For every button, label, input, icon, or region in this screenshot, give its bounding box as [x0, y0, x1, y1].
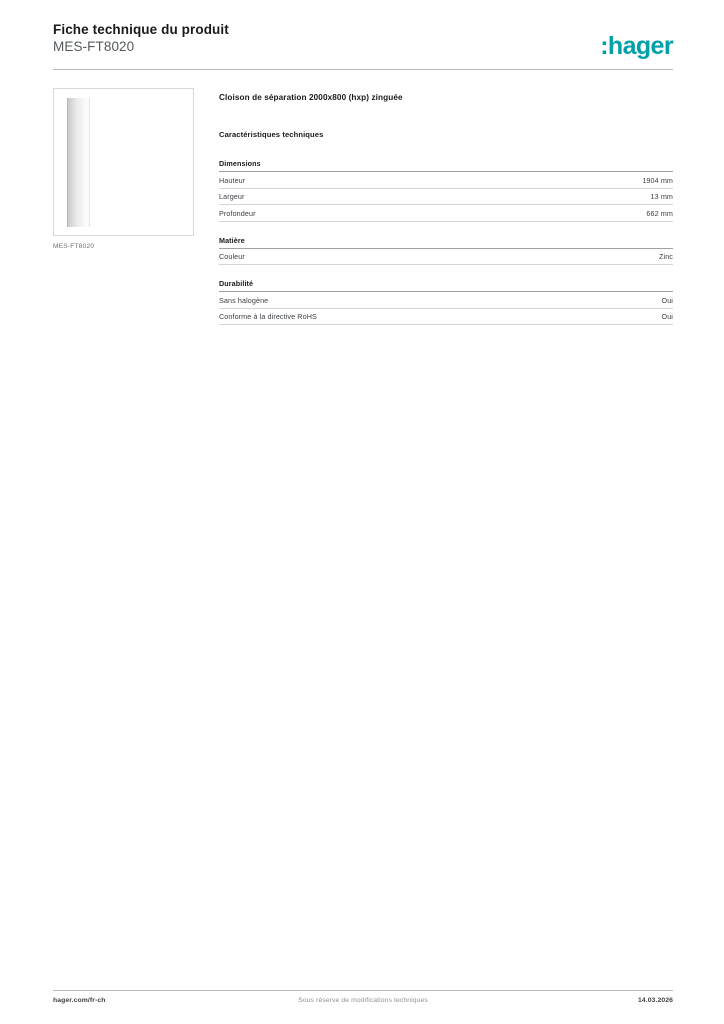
spec-groups	[219, 159, 673, 325]
spec-row	[219, 172, 673, 189]
footer-disclaimer: Sous réserve de modifications techniques	[298, 997, 428, 1004]
page-title: Fiche technique du produit	[53, 22, 229, 37]
spec-value: Zinc	[659, 252, 673, 261]
page-header	[53, 22, 673, 68]
spec-group-title: Durabilité	[219, 279, 673, 292]
spec-group	[219, 159, 673, 222]
spec-group	[219, 279, 673, 325]
spec-label: Hauteur	[219, 175, 246, 185]
spec-value: 13 mm	[650, 192, 673, 201]
hager-logo: :hager	[600, 32, 673, 60]
spec-value: Oui	[661, 295, 673, 305]
footer-date: 14.03.2026	[637, 997, 673, 1004]
product-name: Cloison de séparation 2000x800 (hxp) zinguée	[219, 93, 403, 102]
footer-divider	[53, 990, 673, 991]
spec-row	[219, 292, 673, 309]
spec-value: Oui	[661, 312, 673, 321]
product-details	[219, 93, 673, 325]
spec-value: 662 mm	[646, 208, 673, 218]
spec-row	[219, 309, 673, 326]
spec-group-title: Dimensions	[219, 159, 673, 172]
spec-row	[219, 205, 673, 222]
spec-group-spacer	[219, 265, 673, 279]
page-footer	[53, 997, 673, 1011]
spec-label: Conforme à la directive RoHS	[219, 312, 317, 321]
technical-specs-title: Caractéristiques techniques	[219, 130, 324, 139]
product-image	[53, 88, 194, 236]
spec-value: 1904 mm	[642, 175, 673, 185]
spec-label: Profondeur	[219, 208, 256, 218]
spec-label: Sans halogène	[219, 295, 269, 305]
product-image-caption: MES-FT8020	[53, 243, 95, 250]
spec-row	[219, 189, 673, 206]
spec-row	[219, 249, 673, 266]
partition-panel-edge-graphic	[84, 98, 90, 227]
spec-label: Couleur	[219, 252, 245, 261]
spec-group-title: Matière	[219, 236, 673, 249]
partition-panel-graphic	[67, 98, 85, 227]
header-divider	[53, 69, 673, 70]
spec-group	[219, 236, 673, 266]
spec-group-spacer	[219, 222, 673, 236]
page-subtitle: MES-FT8020	[53, 39, 135, 54]
footer-website[interactable]: hager.com/fr-ch	[53, 997, 106, 1004]
spec-label: Largeur	[219, 192, 245, 201]
